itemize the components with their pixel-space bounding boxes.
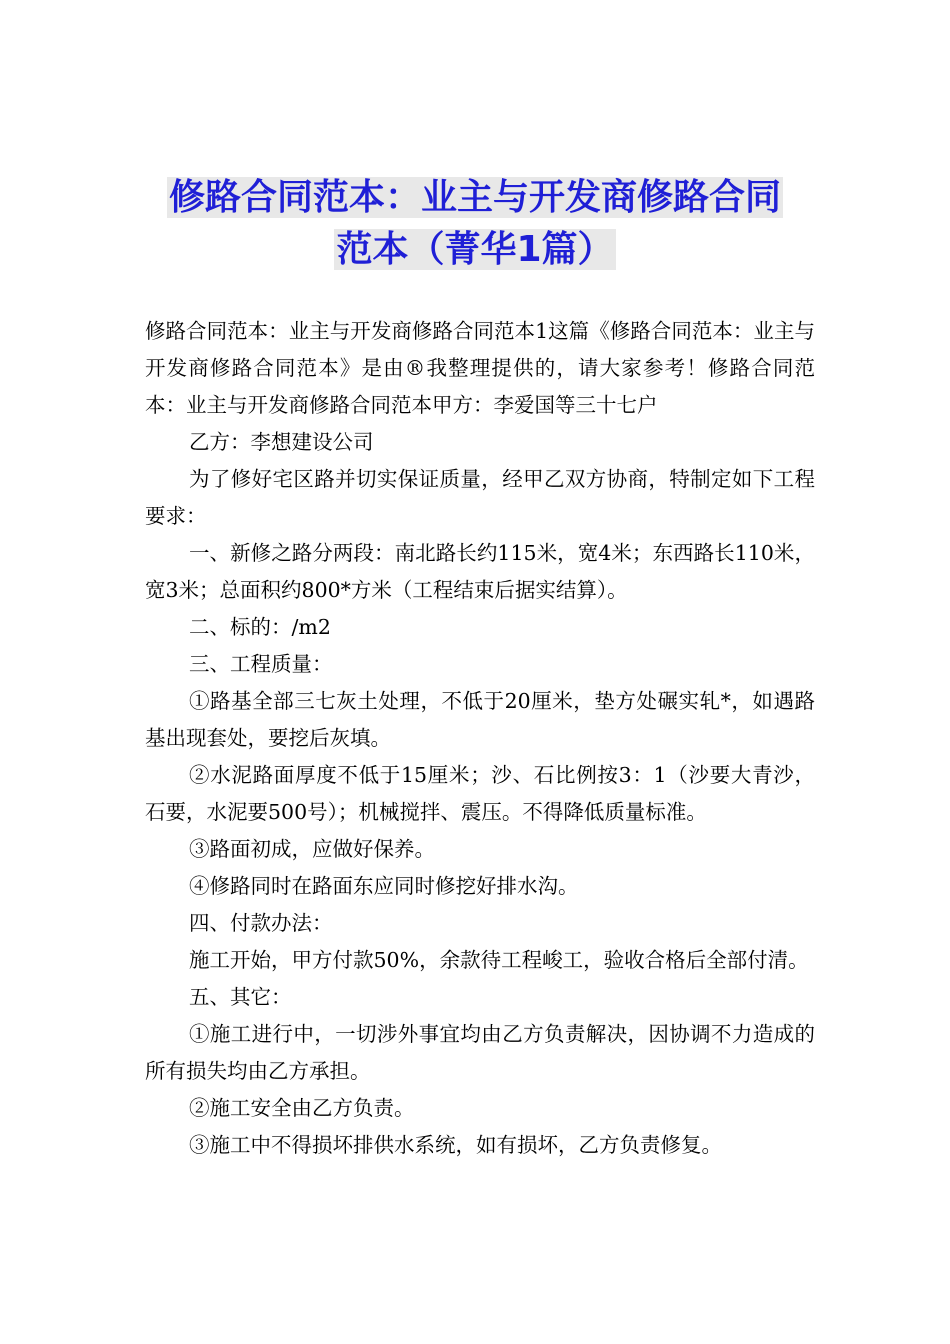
paragraph-quality-2: ②水泥路面厚度不低于15厘米；沙、石比例按3：1（沙要大青沙，石要，水泥要500号）；机械搅拌、震压。不得降低质量标准。 xyxy=(145,763,815,824)
paragraph-quality-4: ④修路同时在路面东应同时修挖好排水沟。 xyxy=(189,874,579,898)
paragraph-section-1: 一、新修之路分两段：南北路长约115米，宽4米；东西路长110米，宽3米；总面积约800*方米（工程结束后据实结算）。 xyxy=(145,541,815,602)
paragraph-quality-3: ③路面初成，应做好保养。 xyxy=(189,837,435,861)
document-title-line-1: 修路合同范本：业主与开发商修路合同 xyxy=(168,177,781,218)
paragraph-other-3: ③施工中不得损坏排供水系统，如有损坏，乙方负责修复。 xyxy=(189,1133,722,1157)
paragraph-section-5-heading: 五、其它： xyxy=(189,985,292,1009)
paragraph-other-2: ②施工安全由乙方负责。 xyxy=(189,1096,415,1120)
paragraph-purpose: 为了修好宅区路并切实保证质量，经甲乙双方协商，特制定如下工程要求： xyxy=(145,467,815,528)
paragraph-section-3-heading: 三、工程质量： xyxy=(189,652,333,676)
paragraph-quality-1: ①路基全部三七灰土处理，不低于20厘米，垫方处碾实轧*，如遇路基出现套处，要挖后灰填。 xyxy=(145,689,815,750)
paragraph-other-1: ①施工进行中，一切涉外事宜均由乙方负责解决，因协调不力造成的所有损失均由乙方承担。 xyxy=(145,1022,815,1083)
document-title xyxy=(120,172,830,276)
document-body xyxy=(145,313,815,1164)
paragraph-section-4-heading: 四、付款办法： xyxy=(189,911,333,935)
paragraph-intro: 修路合同范本：业主与开发商修路合同范本1这篇《修路合同范本：业主与开发商修路合同范本》是由®我整理提供的，请大家参考！修路合同范本：业主与开发商修路合同范本甲方：李爱国等三十七户 xyxy=(145,319,815,417)
paragraph-payment: 施工开始，甲方付款50%，余款待工程峻工，验收合格后全部付清。 xyxy=(189,948,809,972)
document-title-line-2: 范本（菁华1篇） xyxy=(336,229,614,270)
paragraph-party-b: 乙方：李想建设公司 xyxy=(189,430,374,454)
paragraph-section-2: 二、标的：/m2 xyxy=(189,615,331,639)
